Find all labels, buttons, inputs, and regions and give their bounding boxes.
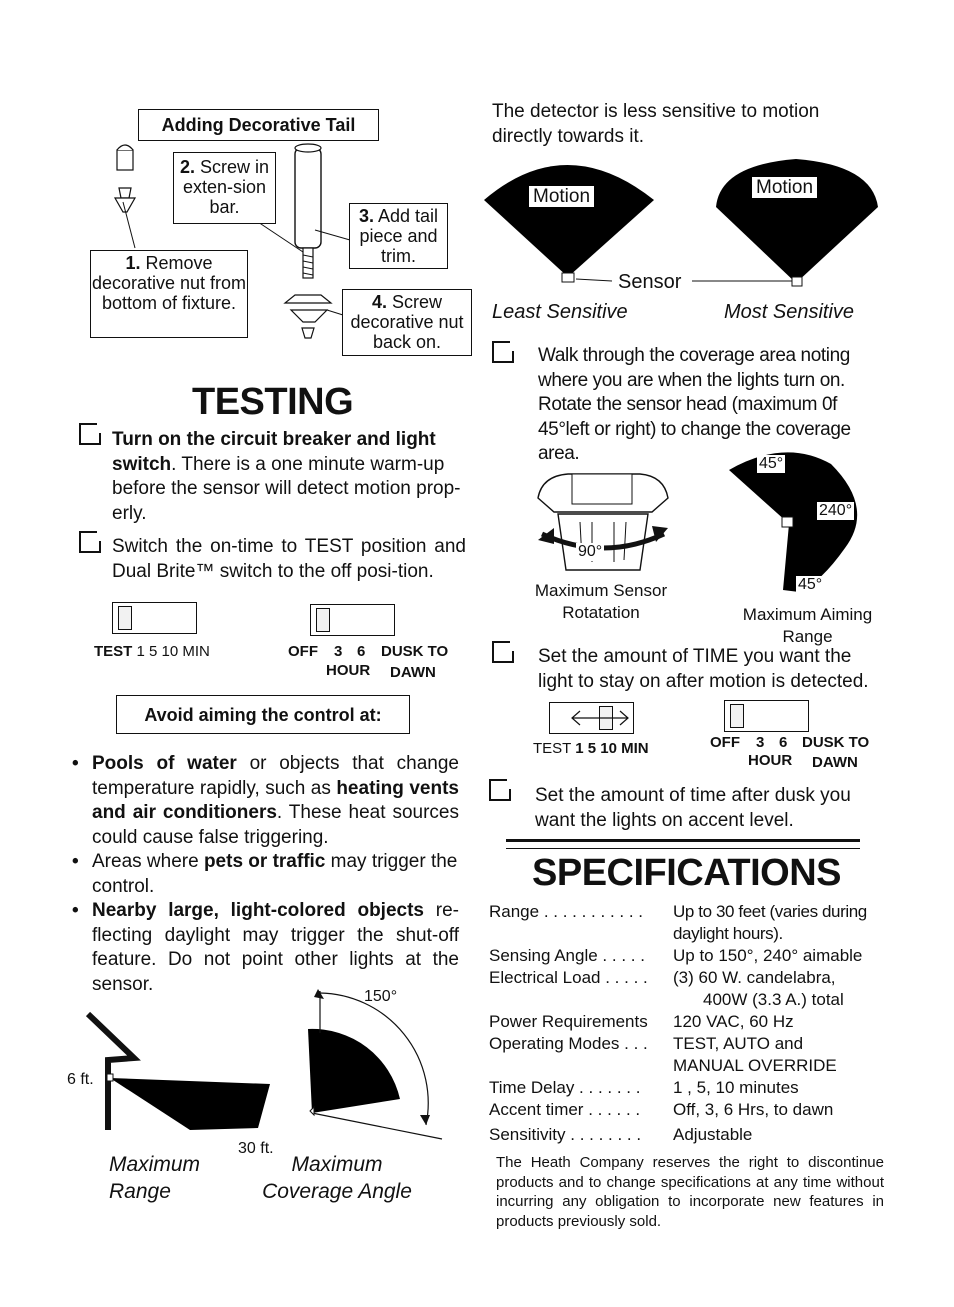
coverage-angle-diagram — [300, 985, 460, 1145]
switch-knob — [730, 704, 744, 728]
time-switch — [549, 702, 634, 734]
accent-6: 6 — [779, 734, 788, 751]
max-coverage-caption-2: Coverage Angle — [262, 1180, 412, 1203]
dual-brite-hour: HOUR — [326, 662, 371, 679]
decor-step2-text: Screw in exten-sion bar. — [182, 157, 270, 217]
avoid-title-box — [116, 695, 410, 734]
rotation-caption — [520, 580, 682, 624]
avoid-item-objects — [70, 899, 459, 997]
accent-step-text: Set the amount of time after dusk you want the lights on accent level. — [535, 785, 851, 831]
sensitivity-intro: The detector is less sensitive to motion directly towards it. — [492, 101, 820, 147]
avoid-item-objects-bold: Nearby large, light-colored objects — [92, 900, 424, 921]
time-switch-label — [533, 740, 649, 758]
spec-key: Sensitivity . . . . . . . . — [489, 1125, 642, 1144]
decor-step2-box — [173, 152, 276, 224]
accent-dusk: DUSK TO — [802, 734, 870, 751]
max-range-caption-1: Maximum — [109, 1153, 201, 1176]
spec-key: Range . . . . . . . . . . . — [489, 902, 644, 921]
decor-step3-box — [349, 203, 448, 269]
accent-dawn: DAWN — [812, 754, 858, 771]
testing-item2: Switch the on-time to TEST position and Dual Brite™ switch to the off posi-tion. — [112, 536, 466, 582]
aim-mid-label: 240° — [819, 502, 853, 519]
on-time-switch — [112, 602, 197, 634]
range-distance-label: 30 ft. — [238, 1140, 274, 1157]
decor-step4-text: Screw decorative nut back on. — [350, 292, 464, 352]
aiming-caption-2: Range — [782, 627, 833, 646]
checkbox-icon — [79, 423, 101, 445]
avoid-item-water — [70, 752, 459, 850]
max-range-diagram — [80, 1010, 280, 1140]
spec-value: TEST, AUTO and MANUAL OVERRIDE — [673, 1034, 837, 1075]
time-step-text: Set the amount of TIME you want the light to stay on after motion is detected. — [538, 646, 869, 692]
specs-rule — [506, 839, 860, 849]
spec-key: Sensing Angle . . . . . — [489, 946, 645, 965]
motion-label-1: Motion — [529, 186, 594, 207]
dual-brite-switch — [310, 604, 395, 636]
spec-value: Up to 150°, 240° aimable — [673, 946, 863, 965]
checkbox-icon — [492, 341, 514, 363]
specs-heading: SPECIFICATIONS — [532, 852, 841, 894]
testing-item1 — [112, 428, 468, 526]
avoid-item-pets-bold: pets or traffic — [203, 851, 326, 872]
spec-value: Adjustable — [673, 1125, 753, 1144]
switch-knob — [118, 606, 132, 630]
avoid-list — [70, 752, 459, 997]
switch-test-label: TEST — [533, 740, 572, 757]
spec-value: 1 , 5, 10 minutes — [673, 1078, 799, 1097]
accent-off: OFF — [710, 734, 740, 751]
spec-value: 120 VAC, 60 Hz — [673, 1012, 794, 1031]
accent-switch — [724, 700, 809, 732]
checkbox-icon — [79, 531, 101, 553]
spec-value: (3) 60 W. candelabra, — [673, 968, 836, 987]
aim-bot-label: 45° — [798, 576, 823, 593]
least-sensitive-label: Least Sensitive — [492, 301, 628, 323]
double-arrow-icon — [570, 707, 630, 729]
switch-knob — [316, 608, 330, 632]
decor-step4-box — [342, 289, 472, 356]
accent-3: 3 — [756, 734, 765, 751]
spec-key: Operating Modes . . . — [489, 1034, 648, 1053]
dual-brite-dawn: DAWN — [390, 664, 436, 681]
most-sensitive-label: Most Sensitive — [724, 301, 855, 323]
checkbox-icon — [489, 779, 511, 801]
avoid-item-pets — [70, 850, 459, 899]
switch-times-label: 1 5 10 MIN — [136, 643, 210, 660]
switch-times-label: 1 5 10 MIN — [575, 740, 649, 757]
spec-key: Electrical Load . . . . . — [489, 968, 648, 987]
avoid-item-water-text: or objects that change temperature rapidly, such as — [92, 753, 459, 799]
decor-step2-num: 2. — [179, 157, 195, 177]
walk-text: Walk through the coverage area noting where you are when the lights turn on. Rotate the sensor head (maximum 0f 45°left or right) to change the coverage area. — [538, 345, 851, 464]
avoid-item-water-bold: Pools of water — [92, 753, 237, 774]
sensor-label: Sensor — [618, 271, 682, 293]
dual-brite-off: OFF — [288, 643, 318, 660]
testing-heading: TESTING — [192, 381, 354, 423]
testing-item1-bold: Turn on the circuit breaker and light switch — [112, 429, 436, 475]
switch-test-label: TEST — [94, 643, 133, 660]
dual-brite-3: 3 — [334, 643, 343, 660]
avoid-item-pets-tail: may trigger the control. — [92, 851, 458, 897]
decor-title: Adding Decorative Tail — [161, 115, 356, 135]
spec-value: Up to 30 feet (varies during daylight hours). — [673, 902, 867, 943]
motion-label-2: Motion — [752, 177, 817, 198]
aim-top-label: 45° — [759, 455, 784, 472]
decor-step1-num: 1. — [125, 253, 141, 273]
aiming-range-diagram — [725, 448, 865, 598]
sensor-rotation-diagram — [528, 470, 678, 580]
dual-brite-dusk: DUSK TO — [381, 643, 449, 660]
specs-notice: The Heath Company reserves the right to discontinue products and to change specifications at any time without incurring any obligation to incorporate new features in products previously sold. — [496, 1154, 884, 1230]
avoid-item-objects-text: re-flecting daylight may trigger the shut-off feature. Do not point other lights at the sensor. — [92, 900, 459, 995]
coverage-angle-label: 150° — [364, 988, 398, 1005]
spec-key: Accent timer . . . . . . — [489, 1100, 641, 1119]
decor-title-box — [138, 109, 379, 141]
aiming-caption — [726, 604, 889, 648]
avoid-title: Avoid aiming the control at: — [144, 705, 382, 725]
avoid-item-vents-bold: heating vents and air conditioners — [92, 777, 459, 823]
rotation-angle-label: 90° — [578, 543, 603, 560]
checkbox-icon — [492, 641, 514, 663]
spec-value: Off, 3, 6 Hrs, to dawn — [673, 1100, 834, 1119]
avoid-item-pets-text: Areas where — [92, 851, 204, 872]
range-height-label: 6 ft. — [67, 1071, 94, 1088]
aiming-caption-1: Maximum Aiming — [742, 605, 873, 624]
max-range-caption-2: Range — [109, 1180, 171, 1203]
max-coverage-caption — [256, 1151, 418, 1205]
decor-step3-num: 3. — [358, 206, 374, 226]
max-coverage-caption-1: Maximum — [291, 1153, 383, 1176]
dual-brite-6: 6 — [357, 643, 366, 660]
decor-step3-text: Add tail piece and trim. — [359, 206, 439, 266]
rotation-caption-2: Rotatation — [562, 603, 640, 622]
testing-item1-rest: . There is a one minute warm-up before the sensor will detect motion prop-erly. — [112, 453, 461, 524]
accent-hour: HOUR — [748, 752, 793, 769]
spec-value-2: 400W (3.3 A.) total — [703, 990, 844, 1009]
decor-step1-text: Remove decorative nut from bottom of fixture. — [91, 253, 247, 313]
on-time-switch-label — [94, 643, 210, 661]
rotation-caption-1: Maximum Sensor — [534, 581, 668, 600]
decor-step1-box — [90, 250, 248, 338]
decor-step4-num: 4. — [371, 292, 387, 312]
max-range-caption — [109, 1151, 200, 1205]
avoid-item-water-tail: . These heat sources could cause false triggering. — [92, 802, 459, 848]
spec-key: Time Delay . . . . . . . — [489, 1078, 641, 1097]
spec-key: Power Requirements — [489, 1012, 648, 1031]
